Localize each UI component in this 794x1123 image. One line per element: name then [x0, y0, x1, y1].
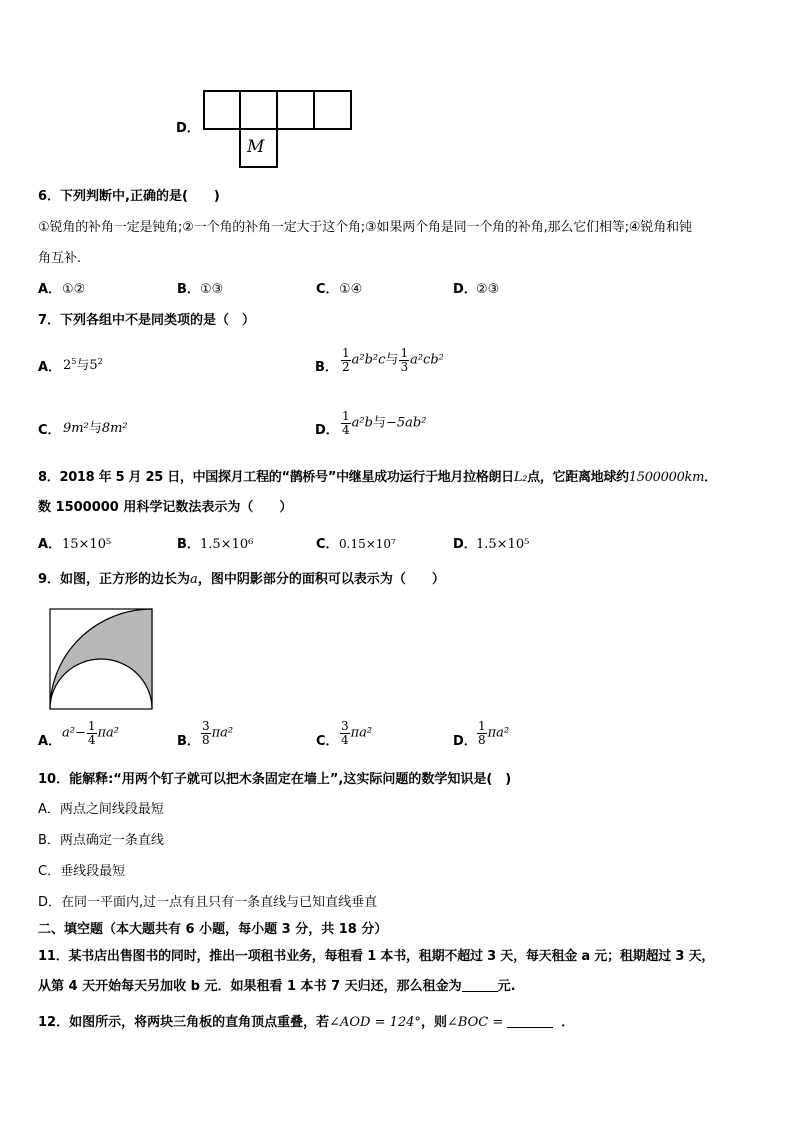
- q8-option-c-text: 0.15×10⁷: [339, 537, 396, 551]
- q7-option-b-expr: $\frac{1}{2}$ a²b²c与 $\frac{1}{3}$ a²cb²: [342, 346, 444, 374]
- q8-stem-line2: 数 1500000 用科学记数法表示为（ ）: [38, 500, 293, 515]
- q9-stem: 9．如图，正方形的边长为a，图中阴影部分的面积可以表示为（ ）: [38, 572, 445, 587]
- q9-option-b-expr: $\frac{3}{8}$ πa²: [202, 719, 234, 747]
- q9-option-c-label: C．: [316, 734, 339, 749]
- q9-option-c-expr: $\frac{3}{4}$ πa²: [341, 719, 373, 747]
- q6-stem: 6．下列判断中,正确的是( ): [38, 189, 220, 204]
- q7-option-b-label: B．: [315, 360, 338, 375]
- q9-option-a-expr: a²− $\frac{1}{4}$ πa²: [62, 719, 120, 747]
- q10-option-c: C．垂线段最短: [38, 864, 126, 879]
- section-heading-fill-in: 二、填空题（本大题共有 6 小题，每小题 3 分，共 18 分）: [38, 922, 388, 937]
- q12-stem: 12．如图所示，将两块三角板的直角顶点重叠，若∠AOD = 124°，则∠BOC = ．: [38, 1015, 575, 1030]
- q8-stem-line1: 8．2018 年 5 月 25 日，中国探月工程的“鹊桥号”中继星成功运行于地月拉格朗日L₂点，它距离地球约1500000km．: [38, 470, 717, 485]
- q10-option-b: B．两点确定一条直线: [38, 833, 164, 848]
- q11-stem-line2: 从第 4 天开始每天另加收 b 元．如果租看 1 本书 7 天归还，那么租金为 元.: [38, 979, 516, 994]
- q9-option-b-label: B．: [177, 734, 200, 749]
- net-square: [313, 90, 352, 130]
- net-square: [276, 90, 315, 130]
- q6-option-d-text: ②③: [476, 282, 500, 297]
- q7-stem: 7．下列各组中不是同类项的是（ ）: [38, 313, 256, 328]
- q8-option-a-label: A．: [38, 537, 62, 552]
- q8-option-b-text: 1.5×10⁶: [200, 537, 254, 552]
- q6-option-c-text: ①④: [339, 282, 363, 297]
- q6-statement-line1: ①锐角的补角一定是钝角;②一个角的补角一定大于这个角;③如果两个角是同一个角的补角,那么它们相等;④锐角和钝: [38, 220, 692, 235]
- q6-option-d-label: D．: [453, 282, 477, 297]
- q7-option-c-expr: 9m²与8m²: [63, 421, 128, 436]
- q6-option-a-text: ①②: [62, 282, 86, 297]
- q7-option-d-label: D．: [315, 423, 339, 438]
- q9-option-d-expr: $\frac{1}{8}$ πa²: [478, 719, 510, 747]
- shaded-square-figure: [49, 608, 153, 710]
- net-square: [203, 90, 241, 130]
- q9-option-d-label: D．: [453, 734, 477, 749]
- q10-option-d: D．在同一平面内,过一点有且只有一条直线与已知直线垂直: [38, 895, 378, 910]
- answer-blank: [462, 991, 498, 992]
- q7-option-c-label: C．: [38, 423, 61, 438]
- q10-stem: 10．能解释:“用两个钉子就可以把木条固定在墙上”,这实际问题的数学知识是( ): [38, 772, 512, 787]
- q7-option-d-expr: $\frac{1}{4}$ a²b与−5ab²: [342, 409, 427, 437]
- q6-option-a-label: A．: [38, 282, 62, 297]
- q6-option-b-label: B．: [177, 282, 200, 297]
- q7-option-a-expr: $2^5$与$5^2$: [63, 357, 103, 373]
- q11-stem-line1: 11．某书店出售图书的同时，推出一项租书业务，每租看 1 本书，租期不超过 3 天，每天租金 a 元；租期超过 3 天，: [38, 949, 715, 964]
- net-square: [239, 90, 278, 130]
- q8-option-d-text: 1.5×10⁵: [476, 537, 530, 552]
- q8-option-b-label: B．: [177, 537, 200, 552]
- answer-blank: [507, 1027, 553, 1028]
- q8-option-c-label: C．: [316, 537, 339, 552]
- q8-option-a-text: 15×10⁵: [62, 537, 112, 552]
- q9-option-a-label: A．: [38, 734, 62, 749]
- q6-option-b-text: ①③: [200, 282, 224, 297]
- q10-option-a: A．两点之间线段最短: [38, 802, 164, 817]
- q7-option-a-label: A．: [38, 360, 62, 375]
- q6-statement-line2: 角互补.: [38, 251, 82, 266]
- q5-option-d-label: D．: [176, 121, 200, 136]
- q6-option-c-label: C．: [316, 282, 339, 297]
- net-label-m: M: [247, 137, 265, 157]
- q8-option-d-label: D．: [453, 537, 477, 552]
